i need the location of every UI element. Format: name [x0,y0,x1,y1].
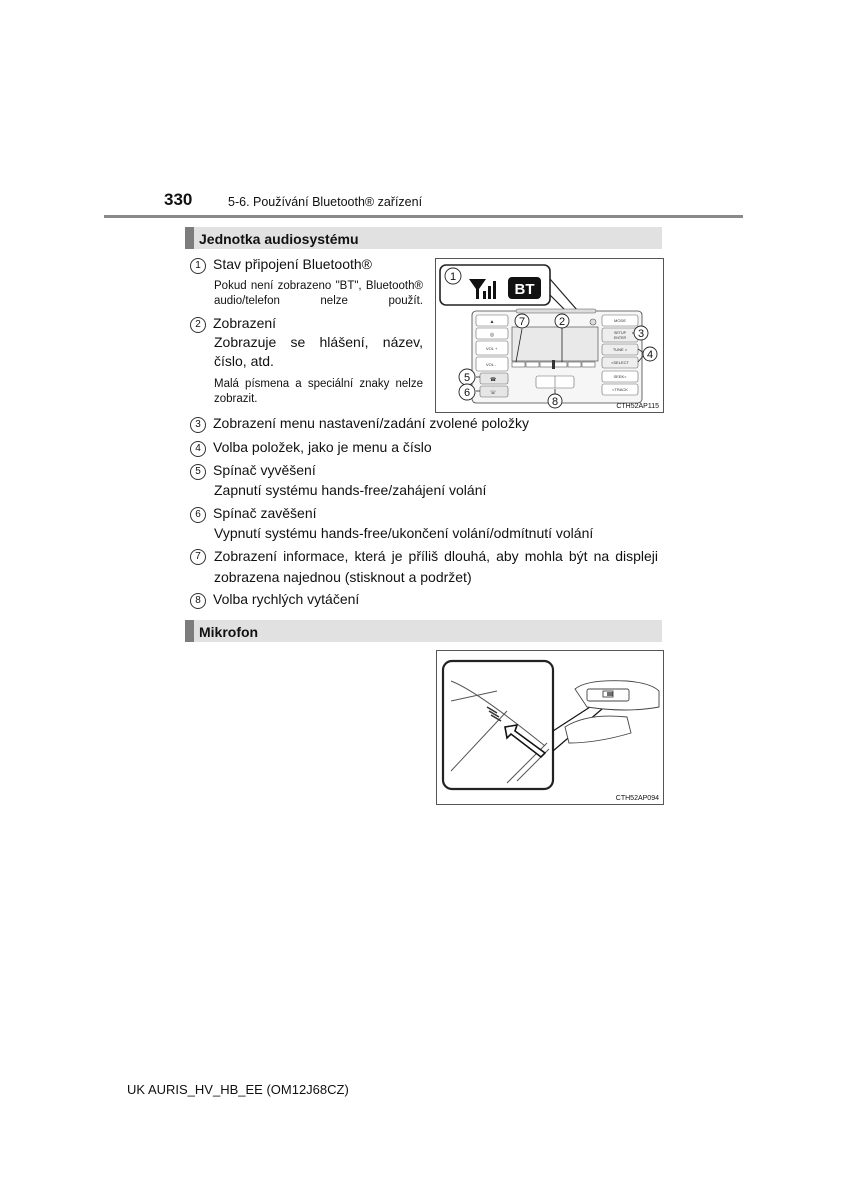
microphone-figure [436,650,664,805]
svg-text:2: 2 [558,316,566,328]
item-number: 6 [190,507,206,523]
item-title: Zobrazení informace, která je příliš dlouhá, aby mohla být na displeji zobrazena najednou (stisknout a podržet) [214,548,658,585]
svg-text:1: 1 [449,271,457,283]
item-number: 1 [190,258,206,274]
item-title: Zobrazení menu nastavení/zadání zvolené položky [213,415,529,431]
svg-text:6: 6 [463,387,471,399]
item-number: 3 [190,417,206,433]
list-item-1 [190,254,372,274]
svg-text:▲: ▲ [489,319,495,325]
list-item-5 [190,460,316,480]
svg-text:SEEK>: SEEK> [613,374,627,379]
item-desc-2: Zobrazuje se hlášení, název, číslo, atd. [214,334,423,369]
svg-text:8: 8 [551,396,559,408]
figure-caption: CTH52AP094 [615,795,659,802]
item-note-1: Pokud není zobrazeno "BT", Bluetooth® audio/telefon nelze použít. [214,280,423,307]
svg-text:VOL +: VOL + [486,346,498,351]
svg-text:3: 3 [637,328,645,340]
header-rule [104,215,743,218]
audio-unit-illustration [436,259,665,414]
section-title: 5-6. Používání Bluetooth® zařízení [228,195,423,209]
svg-text:SETUP: SETUP [614,331,626,335]
item-title: Volba rychlých vytáčení [213,591,360,607]
svg-text:ENTER: ENTER [613,336,627,340]
list-item-7 [190,546,658,588]
item-number: 2 [190,317,206,333]
item-desc-6: Vypnutí systému hands-free/ukončení volání/odmítnutí volání [214,525,594,541]
item-note-2: Malá písmena a speciální znaky nelze zobrazit. [214,378,423,405]
svg-text:TUNE >: TUNE > [612,347,628,352]
svg-text:<TRACK: <TRACK [612,387,628,392]
item-title: Zobrazení [213,315,277,331]
item-title: Spínač vyvěšení [213,462,316,478]
item-desc-5: Zapnutí systému hands-free/zahájení volání [214,482,487,498]
svg-text:MODE: MODE [614,318,626,323]
footer-model-code: UK AURIS_HV_HB_EE (OM12J68CZ) [127,1082,349,1097]
list-item-2 [190,313,276,333]
audio-unit-figure [435,258,664,413]
item-number: 7 [190,549,206,565]
list-item-3 [190,413,529,433]
svg-text:7: 7 [518,316,526,328]
svg-text:☎: ☎ [490,377,497,383]
list-item-6 [190,503,317,523]
svg-text:☏: ☏ [490,390,497,396]
item-number: 8 [190,593,206,609]
figure-caption: CTH52AP115 [616,403,659,410]
list-item-8 [190,589,359,609]
page-number: 330 [164,190,193,209]
svg-text:5: 5 [463,372,471,384]
section-header-microphone: Mikrofon [185,620,662,642]
svg-text:<SELECT: <SELECT [611,360,629,365]
svg-text:◎: ◎ [489,332,495,338]
section-header-audio-unit: Jednotka audiosystému [185,227,662,249]
item-title: Volba položek, jako je menu a číslo [213,439,432,455]
bt-label: BT [514,281,535,298]
microphone-illustration [437,651,665,806]
item-number: 4 [190,441,206,457]
item-number: 5 [190,464,206,480]
item-title: Stav připojení Bluetooth® [213,256,372,272]
svg-text:4: 4 [646,349,654,361]
item-title: Spínač zavěšení [213,505,317,521]
list-item-4 [190,437,432,457]
svg-text:VOL -: VOL - [486,362,497,367]
